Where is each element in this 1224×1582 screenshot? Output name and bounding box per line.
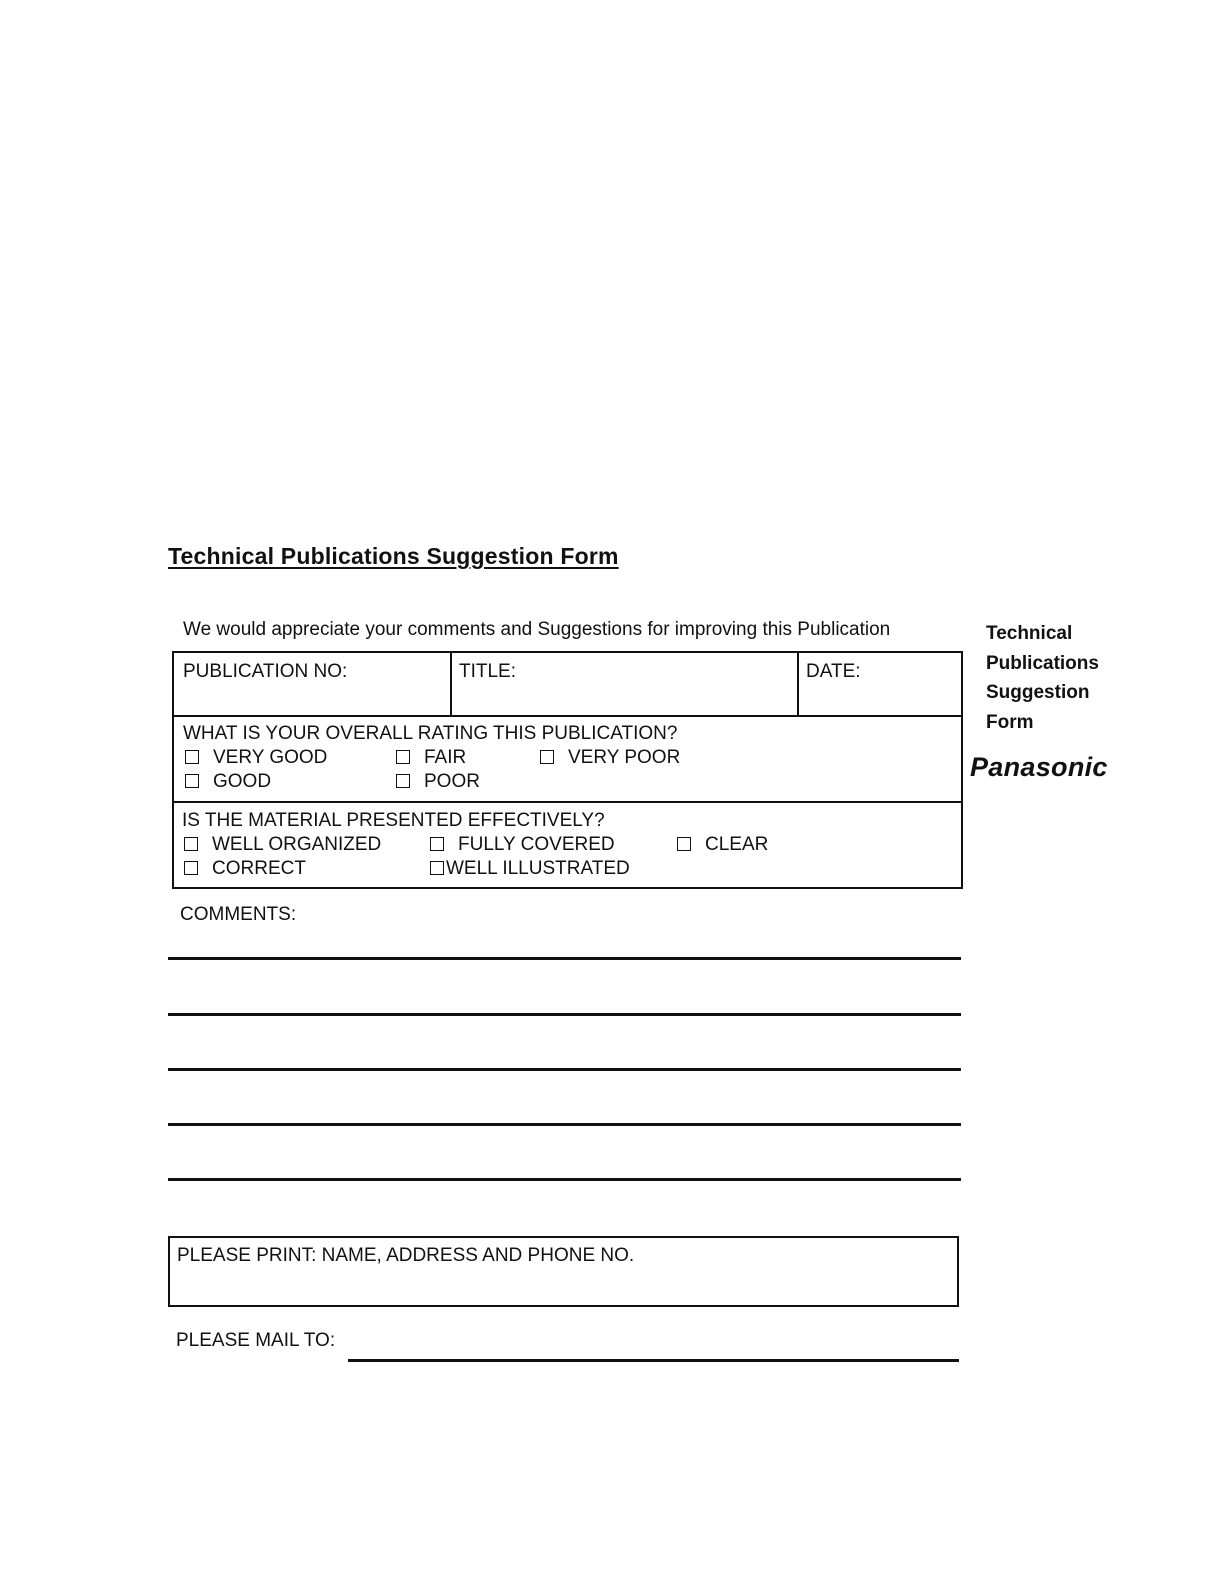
comment-line[interactable] (168, 1178, 961, 1181)
checkbox[interactable] (185, 774, 199, 788)
material-question: IS THE MATERIAL PRESENTED EFFECTIVELY? (182, 810, 605, 831)
comment-line[interactable] (168, 1013, 961, 1016)
rating-poor[interactable]: POOR (396, 771, 480, 793)
material-well-organized[interactable]: WELL ORGANIZED (184, 834, 381, 856)
contact-label: PLEASE PRINT: NAME, ADDRESS AND PHONE NO. (177, 1245, 635, 1266)
checkbox[interactable] (430, 837, 444, 851)
checkbox[interactable] (540, 750, 554, 764)
material-well-illustrated[interactable]: WELL ILLUSTRATED (430, 858, 630, 880)
sidebar-line: Form (986, 711, 1034, 733)
checkbox[interactable] (184, 837, 198, 851)
form-title: Technical Publications Suggestion Form (168, 543, 619, 569)
rating-very-poor[interactable]: VERY POOR (540, 747, 680, 769)
form-box (172, 651, 963, 889)
checkbox[interactable] (396, 774, 410, 788)
title-field[interactable]: TITLE: (459, 661, 517, 682)
checkbox[interactable] (677, 837, 691, 851)
checkbox[interactable] (185, 750, 199, 764)
checkbox[interactable] (430, 861, 444, 875)
brand-logo: Panasonic (970, 752, 1108, 782)
sidebar-line: Technical (986, 623, 1073, 644)
rating-question: WHAT IS YOUR OVERALL RATING THIS PUBLICATION? (183, 723, 678, 744)
material-correct[interactable]: CORRECT (184, 858, 306, 880)
rating-good[interactable]: GOOD (185, 771, 271, 793)
rating-very-good[interactable]: VERY GOOD (185, 747, 327, 769)
material-clear[interactable]: CLEAR (677, 834, 768, 856)
comments-label: COMMENTS: (180, 904, 297, 925)
divider (450, 653, 452, 716)
divider (174, 715, 961, 717)
material-fully-covered[interactable]: FULLY COVERED (430, 834, 615, 856)
sidebar-title (986, 619, 1116, 737)
mail-to-label: PLEASE MAIL TO: (176, 1330, 336, 1351)
checkbox[interactable] (396, 750, 410, 764)
divider (174, 801, 961, 803)
rating-fair[interactable]: FAIR (396, 747, 466, 769)
contact-box[interactable] (168, 1236, 959, 1307)
sidebar-line: Publications (986, 652, 1099, 674)
date-field[interactable]: DATE: (806, 661, 861, 682)
sidebar-line: Suggestion (986, 682, 1090, 703)
publication-no-field[interactable]: PUBLICATION NO: (183, 661, 348, 682)
comment-line[interactable] (168, 1123, 961, 1126)
divider (797, 653, 799, 716)
intro-text: We would appreciate your comments and Suggestions for improving this Publication (183, 619, 891, 640)
comment-line[interactable] (168, 957, 961, 960)
comment-line[interactable] (168, 1068, 961, 1071)
checkbox[interactable] (184, 861, 198, 875)
mail-to-line[interactable] (348, 1359, 959, 1362)
